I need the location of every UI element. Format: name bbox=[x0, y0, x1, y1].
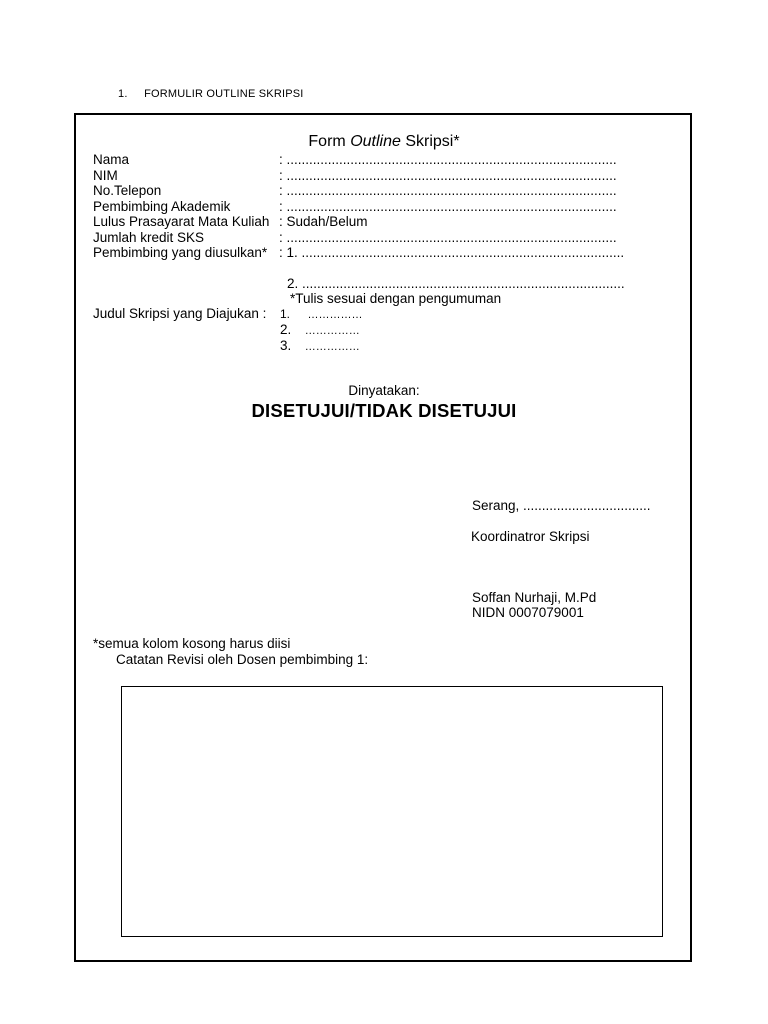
judul-item-2: 2. …………… bbox=[280, 322, 360, 337]
signature-role: Koordinatror Skripsi bbox=[471, 529, 590, 544]
judul-item-1: 1. …………… bbox=[280, 307, 363, 321]
field-label-nama: Nama bbox=[93, 152, 130, 167]
field-label-pembimbing-akademik: Pembimbing Akademik bbox=[93, 199, 231, 214]
field-value-nim: : ........................................................................................ bbox=[279, 168, 617, 183]
field-label-pembimbing-diusulkan: Pembimbing yang diusulkan* bbox=[93, 245, 268, 260]
field-label-telepon: No.Telepon bbox=[93, 183, 162, 198]
field-value-nama: : ........................................................................................ bbox=[279, 152, 617, 167]
form-title: Form Outline Skripsi* bbox=[308, 133, 460, 150]
field-value-pembimbing-akademik: : ........................................................................................ bbox=[279, 199, 617, 214]
signature-nidn: NIDN 0007079001 bbox=[472, 605, 584, 620]
field-value-sks: : ........................................................................................ bbox=[279, 230, 617, 245]
signature-name: Soffan Nurhaji, M.Pd bbox=[472, 590, 597, 605]
heading-number: 1. bbox=[118, 88, 128, 100]
supervisor-note: *Tulis sesuai dengan pengumuman bbox=[290, 291, 502, 306]
footnote: *semua kolom kosong harus diisi bbox=[93, 636, 291, 651]
dinyatakan-label: Dinyatakan: bbox=[348, 383, 420, 398]
field-label-nim: NIM bbox=[93, 168, 118, 183]
form-title-italic: Outline bbox=[350, 133, 401, 150]
field-value-pembimbing-1: : 1. ...................................................................................... bbox=[279, 245, 625, 260]
field-value-prasyarat: : Sudah/Belum bbox=[279, 214, 368, 229]
decision-heading: DISETUJUI/TIDAK DISETUJUI bbox=[251, 400, 517, 421]
judul-label: Judul Skripsi yang Diajukan : bbox=[93, 306, 267, 321]
field-label-prasyarat: Lulus Prasayarat Mata Kuliah bbox=[93, 214, 270, 229]
supervisor-2-field: 2. ...................................................................................... bbox=[287, 276, 625, 291]
field-label-sks: Jumlah kredit SKS bbox=[93, 230, 205, 245]
page-heading bbox=[118, 88, 304, 100]
field-value-telepon: : ........................................................................................ bbox=[279, 183, 617, 198]
revision-label: Catatan Revisi oleh Dosen pembimbing 1: bbox=[116, 652, 369, 667]
signature-place-date: Serang, .................................. bbox=[472, 498, 651, 513]
heading-text: FORMULIR OUTLINE SKRIPSI bbox=[144, 88, 304, 100]
judul-item-3: 3. …………… bbox=[280, 338, 360, 353]
revision-notes-box bbox=[121, 686, 663, 937]
